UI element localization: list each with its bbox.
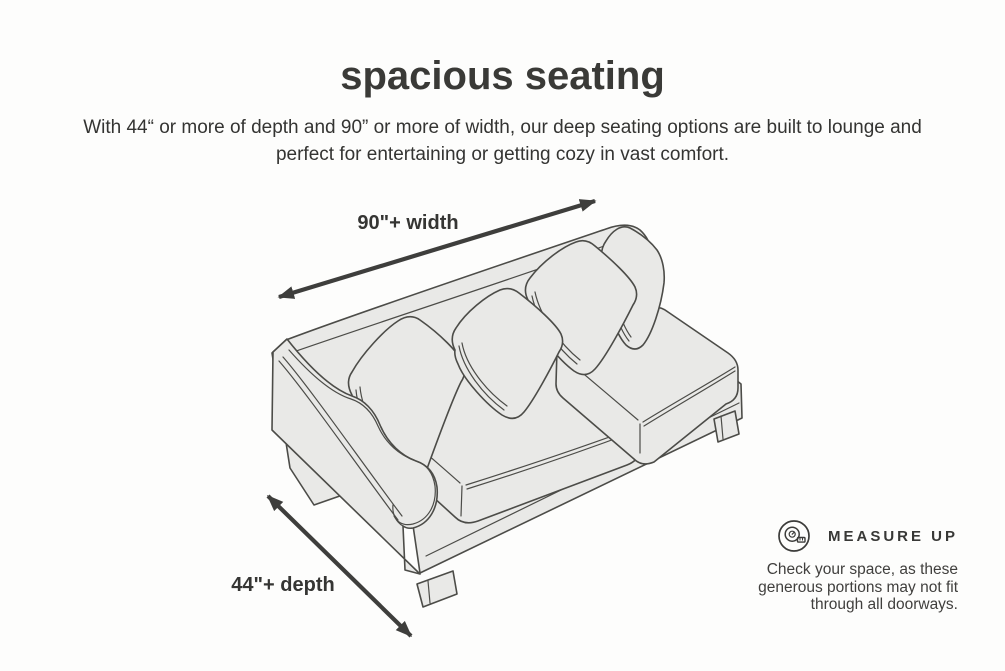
depth-label: 44"+ depth	[231, 574, 335, 596]
page-title: spacious seating	[340, 54, 665, 98]
sofa-foot-front	[417, 571, 457, 607]
sofa-drawing	[272, 225, 742, 607]
width-label: 90"+ width	[357, 212, 459, 234]
measure-up-body: Check your space, as these generous portions may not fit through all doorways.	[758, 561, 958, 613]
measure-up-header	[736, 519, 958, 553]
subtitle: With 44“ or more of depth and 90” or more of width, our deep seating options are built to lounge and perfect for entertaining or getting cozy in vast comfort.	[83, 117, 922, 165]
tape-measure-icon	[777, 519, 811, 553]
measure-up-heading: MEASURE UP	[827, 527, 958, 545]
